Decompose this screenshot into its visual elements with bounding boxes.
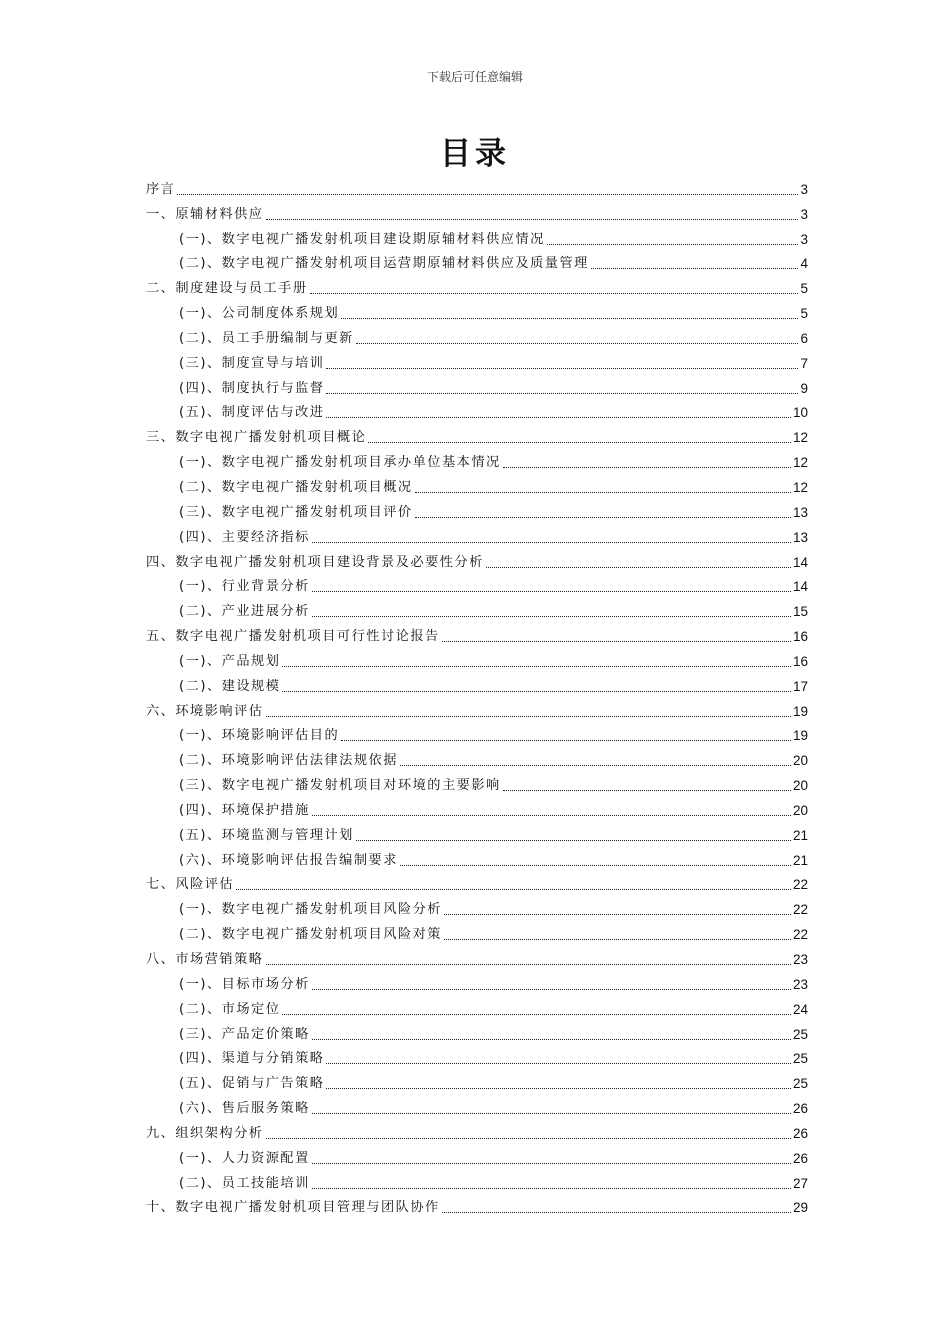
- toc-entry[interactable]: [146, 646, 808, 671]
- toc-entry[interactable]: [146, 994, 808, 1019]
- toc-entry-label: (三)、数字电视广播发射机项目对环境的主要影响: [179, 778, 501, 794]
- toc-entry-label: (五)、环境监测与管理计划: [179, 827, 354, 843]
- toc-entry-page-number: 26: [792, 1125, 808, 1141]
- toc-entry-label: 六、环境影响评估: [146, 703, 264, 719]
- toc-entry-label: (三)、数字电视广播发射机项目评价: [179, 504, 413, 520]
- toc-entry-label: (二)、员工手册编制与更新: [179, 330, 354, 346]
- dot-leader: [177, 193, 798, 195]
- toc-entry-page-number: 21: [792, 852, 808, 868]
- toc-entry-label: (一)、数字电视广播发射机项目建设期原辅材料供应情况: [179, 231, 545, 247]
- dot-leader: [326, 1087, 790, 1089]
- toc-entry-page-number: 22: [792, 902, 808, 918]
- toc-entry-page-number: 5: [800, 306, 808, 322]
- toc-entry-page-number: 6: [800, 330, 808, 346]
- dot-leader: [444, 913, 791, 915]
- toc-entry-label: 十、数字电视广播发射机项目管理与团队协作: [146, 1200, 440, 1216]
- dot-leader: [442, 640, 791, 642]
- toc-entry-page-number: 24: [792, 1001, 808, 1017]
- dot-leader: [312, 1112, 791, 1114]
- toc-entry[interactable]: [146, 1019, 808, 1044]
- toc-entry[interactable]: [146, 919, 808, 944]
- dot-leader: [486, 566, 791, 568]
- toc-entry[interactable]: [146, 721, 808, 746]
- toc-entry-label: (四)、渠道与分销策略: [179, 1051, 325, 1067]
- toc-entry[interactable]: [146, 696, 808, 721]
- toc-entry-label: 九、组织架构分析: [146, 1125, 264, 1141]
- dot-leader: [356, 342, 799, 344]
- toc-entry-page-number: 25: [792, 1026, 808, 1042]
- toc-entry-page-number: 26: [792, 1150, 808, 1166]
- toc-entry-label: (一)、目标市场分析: [179, 976, 310, 992]
- dot-leader: [236, 888, 791, 890]
- dot-leader: [312, 1187, 791, 1189]
- toc-entry[interactable]: [146, 1193, 808, 1218]
- toc-entry-label: (四)、主要经济指标: [179, 529, 310, 545]
- toc-entry[interactable]: [146, 472, 808, 497]
- toc-entry-page-number: 19: [792, 728, 808, 744]
- dot-leader: [547, 243, 799, 245]
- toc-entry[interactable]: [146, 894, 808, 919]
- toc-entry-label: (二)、数字电视广播发射机项目风险对策: [179, 927, 442, 943]
- toc-entry-label: 四、数字电视广播发射机项目建设背景及必要性分析: [146, 554, 484, 570]
- toc-entry-label: (一)、数字电视广播发射机项目风险分析: [179, 902, 442, 918]
- toc-entry-page-number: 10: [792, 405, 808, 421]
- toc-entry-page-number: 20: [792, 802, 808, 818]
- dot-leader: [341, 739, 791, 741]
- dot-leader: [326, 1062, 790, 1064]
- toc-entry-page-number: 15: [792, 604, 808, 620]
- toc-entry[interactable]: [146, 522, 808, 547]
- toc-entry-label: (二)、市场定位: [179, 1001, 281, 1017]
- toc-entry-page-number: 19: [792, 703, 808, 719]
- dot-leader: [312, 590, 791, 592]
- toc-entry-label: 七、风险评估: [146, 877, 235, 893]
- toc-entry-label: (二)、数字电视广播发射机项目运营期原辅材料供应及质量管理: [179, 256, 589, 272]
- dot-leader: [282, 1013, 791, 1015]
- toc-entry-label: (一)、行业背景分析: [179, 579, 310, 595]
- toc-entry-label: (三)、产品定价策略: [179, 1026, 310, 1042]
- dot-leader: [503, 466, 791, 468]
- toc-entry[interactable]: [146, 298, 808, 323]
- toc-entry-label: 序言: [146, 181, 176, 197]
- toc-entry[interactable]: [146, 1118, 808, 1143]
- toc-entry-page-number: 7: [800, 355, 808, 371]
- toc-entry[interactable]: [146, 323, 808, 348]
- toc-entry-label: (三)、制度宣导与培训: [179, 355, 325, 371]
- dot-leader: [312, 814, 791, 816]
- toc-entry-page-number: 4: [800, 256, 808, 272]
- toc-entry-page-number: 20: [792, 753, 808, 769]
- toc-entry[interactable]: [146, 497, 808, 522]
- toc-entry[interactable]: [146, 398, 808, 423]
- toc-entry[interactable]: [146, 174, 808, 199]
- dot-leader: [326, 367, 798, 369]
- toc-entry[interactable]: [146, 944, 808, 969]
- toc-entry-page-number: 16: [792, 653, 808, 669]
- toc-entry-page-number: 23: [792, 976, 808, 992]
- toc-entry[interactable]: [146, 745, 808, 770]
- dot-leader: [591, 267, 799, 269]
- toc-entry-page-number: 20: [792, 778, 808, 794]
- toc-entry-label: 五、数字电视广播发射机项目可行性讨论报告: [146, 629, 440, 645]
- toc-entry-page-number: 14: [792, 554, 808, 570]
- toc-entry-label: (一)、公司制度体系规划: [179, 306, 340, 322]
- toc-entry[interactable]: [146, 373, 808, 398]
- toc-entry[interactable]: [146, 671, 808, 696]
- toc-entry-label: (二)、建设规模: [179, 678, 281, 694]
- toc-entry-page-number: 17: [792, 678, 808, 694]
- toc-entry-page-number: 26: [792, 1101, 808, 1117]
- toc-entry[interactable]: [146, 447, 808, 472]
- toc-entry[interactable]: [146, 870, 808, 895]
- toc-entry[interactable]: [146, 1168, 808, 1193]
- dot-leader: [356, 839, 791, 841]
- toc-entry-page-number: 21: [792, 827, 808, 843]
- toc-entry[interactable]: [146, 1093, 808, 1118]
- toc-entry-page-number: 12: [792, 430, 808, 446]
- dot-leader: [266, 218, 799, 220]
- toc-entry-label: (二)、员工技能培训: [179, 1175, 310, 1191]
- toc-entry-label: 一、原辅材料供应: [146, 206, 264, 222]
- toc-entry-label: 二、制度建设与员工手册: [146, 281, 308, 297]
- toc-entry[interactable]: [146, 348, 808, 373]
- toc-entry-label: 三、数字电视广播发射机项目概论: [146, 430, 367, 446]
- toc-entry-label: (六)、售后服务策略: [179, 1101, 310, 1117]
- dot-leader: [266, 1137, 791, 1139]
- toc-entry-page-number: 23: [792, 952, 808, 967]
- toc-entry-page-number: 16: [792, 629, 808, 645]
- dot-leader: [415, 516, 791, 518]
- toc-entry[interactable]: [146, 770, 808, 795]
- dot-leader: [326, 392, 798, 394]
- page-title: 目录: [440, 136, 510, 172]
- dot-leader: [282, 690, 791, 692]
- toc-entry[interactable]: [146, 273, 808, 298]
- toc-entry-label: (六)、环境影响评估报告编制要求: [179, 852, 398, 868]
- toc-entry-label: (四)、环境保护措施: [179, 802, 310, 818]
- toc-entry-page-number: 12: [792, 479, 808, 495]
- toc-entry-page-number: 3: [800, 231, 808, 247]
- toc-entry-page-number: 25: [792, 1076, 808, 1092]
- toc-entry-label: (四)、制度执行与监督: [179, 380, 325, 396]
- dot-leader: [415, 491, 791, 493]
- dot-leader: [266, 715, 791, 717]
- toc-entry[interactable]: [146, 249, 808, 274]
- dot-leader: [503, 789, 791, 791]
- toc-entry-page-number: 3: [800, 206, 808, 222]
- dot-leader: [282, 665, 791, 667]
- toc-entry[interactable]: [146, 199, 808, 224]
- toc-entry-page-number: 22: [792, 927, 808, 943]
- toc-entry-label: (二)、环境影响评估法律法规依据: [179, 753, 398, 769]
- toc-entry-page-number: 12: [792, 455, 808, 471]
- dot-leader: [400, 864, 791, 866]
- toc-entry[interactable]: [146, 422, 808, 447]
- dot-leader: [400, 764, 791, 766]
- toc-entry[interactable]: [146, 1068, 808, 1093]
- toc-entry-page-number: 14: [792, 579, 808, 595]
- toc-entry-page-number: 25: [792, 1051, 808, 1067]
- dot-leader: [312, 541, 791, 543]
- toc-entry-label: (五)、促销与广告策略: [179, 1076, 325, 1092]
- toc-entry-page-number: 5: [800, 281, 808, 297]
- toc-entry-page-number: 13: [792, 504, 808, 520]
- dot-leader: [312, 988, 791, 990]
- toc-entry-label: (一)、环境影响评估目的: [179, 728, 340, 744]
- toc-entry-label: (一)、产品规划: [179, 653, 281, 669]
- toc-entry[interactable]: [146, 820, 808, 845]
- toc-entry[interactable]: [146, 845, 808, 870]
- toc-entry[interactable]: [146, 596, 808, 621]
- dot-leader: [341, 317, 798, 319]
- toc-entry[interactable]: [146, 572, 808, 597]
- toc-entry-page-number: 3: [800, 181, 808, 197]
- dot-leader: [312, 1162, 791, 1164]
- toc-entry-page-number: 29: [792, 1200, 808, 1216]
- toc-entry[interactable]: [146, 969, 808, 994]
- toc-entry[interactable]: [146, 621, 808, 646]
- toc-entry-page-number: 27: [792, 1175, 808, 1191]
- toc-entry-page-number: 9: [800, 380, 808, 396]
- toc-entry-page-number: 13: [792, 529, 808, 545]
- dot-leader: [310, 292, 799, 294]
- toc-entry[interactable]: [146, 795, 808, 820]
- dot-leader: [368, 441, 791, 443]
- toc-entry-label: (二)、数字电视广播发射机项目概况: [179, 479, 413, 495]
- dot-leader: [326, 416, 790, 418]
- dot-leader: [442, 1211, 791, 1213]
- dot-leader: [312, 615, 791, 617]
- toc-entry[interactable]: [146, 547, 808, 572]
- toc-entry-page-number: 22: [792, 877, 808, 893]
- header-note: 下载后可任意编辑: [426, 70, 523, 84]
- dot-leader: [266, 963, 791, 965]
- toc-entry-label: (一)、数字电视广播发射机项目承办单位基本情况: [179, 455, 501, 471]
- table-of-contents: [146, 174, 808, 1217]
- dot-leader: [444, 938, 791, 940]
- dot-leader: [312, 1038, 791, 1040]
- toc-entry-label: (五)、制度评估与改进: [179, 405, 325, 421]
- toc-entry-label: (一)、人力资源配置: [179, 1150, 310, 1166]
- toc-entry[interactable]: [146, 224, 808, 249]
- toc-entry-label: 八、市场营销策略: [146, 952, 264, 967]
- toc-entry[interactable]: [146, 1044, 808, 1069]
- toc-entry-label: (二)、产业进展分析: [179, 604, 310, 620]
- toc-entry[interactable]: [146, 1143, 808, 1168]
